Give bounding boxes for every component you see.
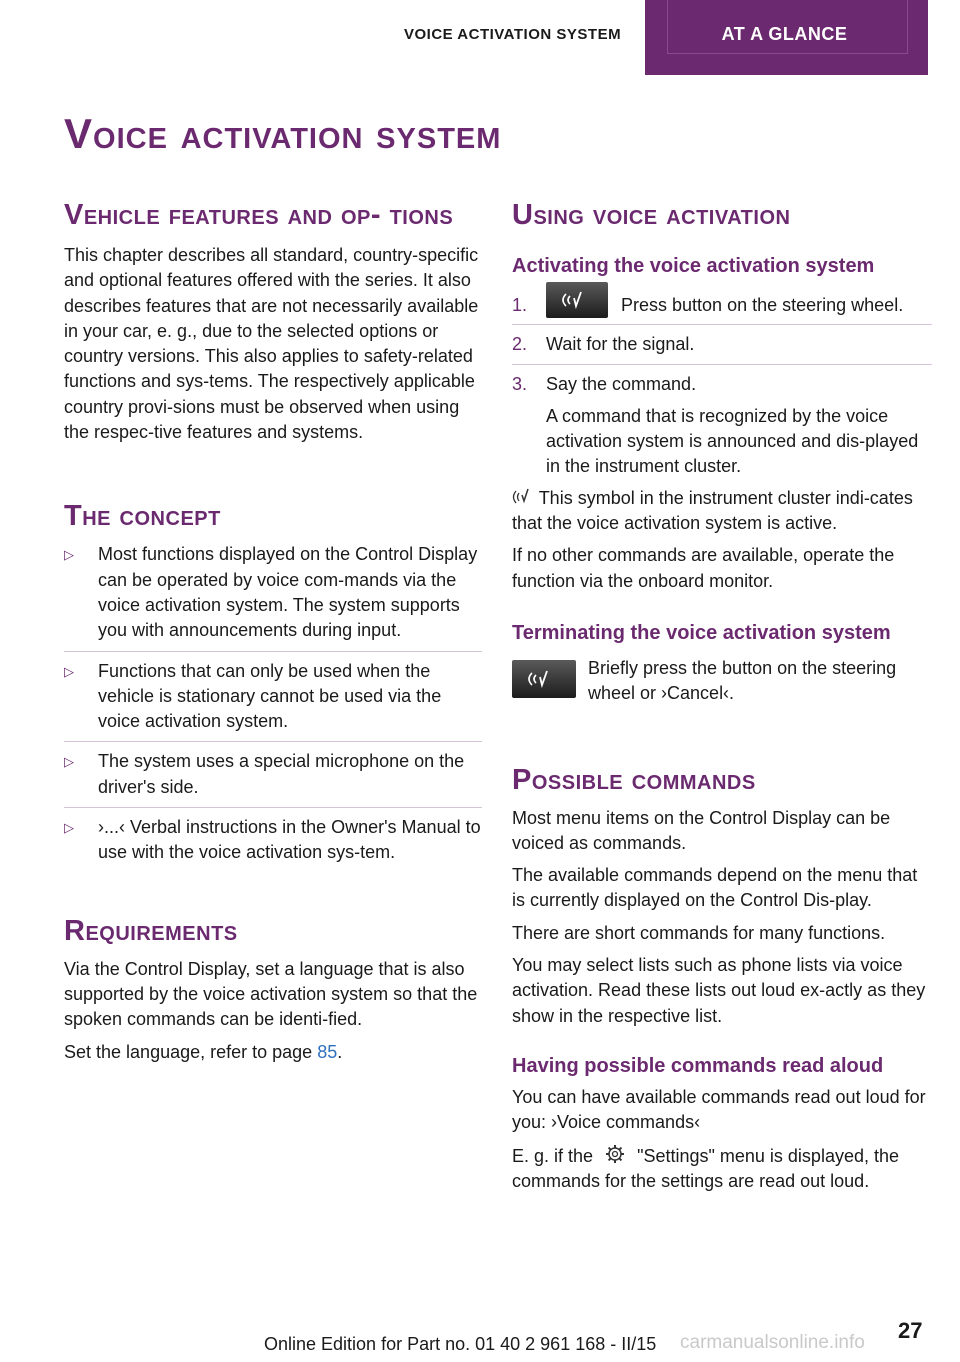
list-item: 1. Press button on the steering wheel. bbox=[512, 293, 932, 325]
list-item: ▷ The system uses a special microphone on the driver's side. bbox=[64, 749, 482, 808]
triangle-bullet-icon: ▷ bbox=[64, 820, 74, 836]
list-item: ▷ Functions that can only be used when the vehicle is stationary cannot be used via the voice activation system. bbox=[64, 659, 482, 743]
list-item: ▷ ›...‹ Verbal instructions in the Owner's Manual to use with the voice activation sys‐tem. bbox=[64, 817, 481, 863]
header-tab[interactable] bbox=[645, 0, 928, 75]
read-aloud-heading: Having possible commands read aloud bbox=[512, 1054, 884, 1077]
concept-heading: The concept bbox=[64, 500, 221, 533]
voice-active-icon bbox=[512, 488, 534, 506]
voice-button-icon bbox=[512, 660, 576, 698]
page-reference-link[interactable]: 85 bbox=[317, 1041, 338, 1062]
list-item: 3. Say the command. A command that is recognized by the voice activation system is announced and dis‐played in the instrument cluster. bbox=[512, 372, 932, 480]
page-title: Voice activation system bbox=[64, 110, 502, 157]
vehicle-features-text: This chapter describes all standard, country-specific and optional features offered with the series. It also describes features that are not necessarily available in your car, e. g., due to the selected options or country versions. This also applies to safety-related functions and sys‐tems. The respectively applicable country provi‐sions must be observed when using the respec‐tive features and systems. bbox=[64, 245, 479, 443]
terminating-text: Briefly press the button on the steering wheel or ›Cancel‹. bbox=[588, 657, 897, 704]
possible-commands-p3: There are short commands for many functions. bbox=[512, 922, 886, 943]
possible-commands-heading: Possible commands bbox=[512, 763, 756, 796]
requirements-heading: Requirements bbox=[64, 914, 238, 947]
requirements-text: Via the Control Display, set a language that is also supported by the voice activation system so that the spoken commands can be identi‐fied. bbox=[64, 958, 478, 1030]
triangle-bullet-icon: ▷ bbox=[64, 754, 74, 770]
triangle-bullet-icon: ▷ bbox=[64, 547, 74, 563]
gear-icon bbox=[598, 1143, 632, 1163]
triangle-bullet-icon: ▷ bbox=[64, 663, 74, 679]
activating-heading: Activating the voice activation system bbox=[512, 255, 875, 277]
symbol-text: This symbol in the instrument cluster indi‐cates that the voice activation system is active. bbox=[512, 487, 913, 534]
terminating-heading: Terminating the voice activation system bbox=[512, 621, 891, 644]
step-detail: A command that is recognized by the voice activation system is announced and dis‐played in the instrument cluster. bbox=[546, 405, 919, 477]
list-item: 2. Wait for the signal. bbox=[512, 332, 932, 364]
using-voice-heading: Using voice activation bbox=[512, 199, 791, 231]
vehicle-features-heading: Vehicle features and op‐ tions bbox=[64, 199, 454, 231]
header-tab-label: AT A GLANCE bbox=[721, 24, 848, 44]
read-aloud-text: You can have available commands read out loud for you: ›Voice commands‹ bbox=[512, 1086, 926, 1133]
header-section-title: VOICE ACTIVATION SYSTEM bbox=[404, 26, 622, 43]
right-column bbox=[512, 198, 932, 1194]
terminating-block bbox=[512, 656, 932, 707]
page-number: 27 bbox=[898, 1318, 923, 1343]
footer-edition: Online Edition for Part no. 01 40 2 961 168 - II/15 bbox=[264, 1334, 657, 1354]
possible-commands-p4: You may select lists such as phone lists via voice activation. Read these lists out loud ex‐actly as they show in the respective list. bbox=[512, 955, 926, 1026]
watermark: carmanualsonline.info bbox=[680, 1332, 865, 1353]
possible-commands-p2: The available commands depend on the menu that is currently displayed on the Control Dis‐play. bbox=[512, 865, 918, 911]
settings-example-text: E. g. if the "Settings" menu is displayed, the commands for the settings are read out loud. bbox=[512, 1143, 932, 1195]
set-language-text: Set the language, refer to page 85. bbox=[64, 1041, 343, 1062]
no-other-commands-text: If no other commands are available, operate the function via the onboard monitor. bbox=[512, 545, 895, 591]
voice-button-icon bbox=[546, 282, 608, 318]
possible-commands-p1: Most menu items on the Control Display can be voiced as commands. bbox=[512, 807, 891, 853]
list-item: ▷ Most functions displayed on the Control Display can be operated by voice com‐mands via the voice activation system. The system supports you with announcements during input. bbox=[64, 542, 482, 651]
left-column bbox=[64, 198, 482, 1065]
